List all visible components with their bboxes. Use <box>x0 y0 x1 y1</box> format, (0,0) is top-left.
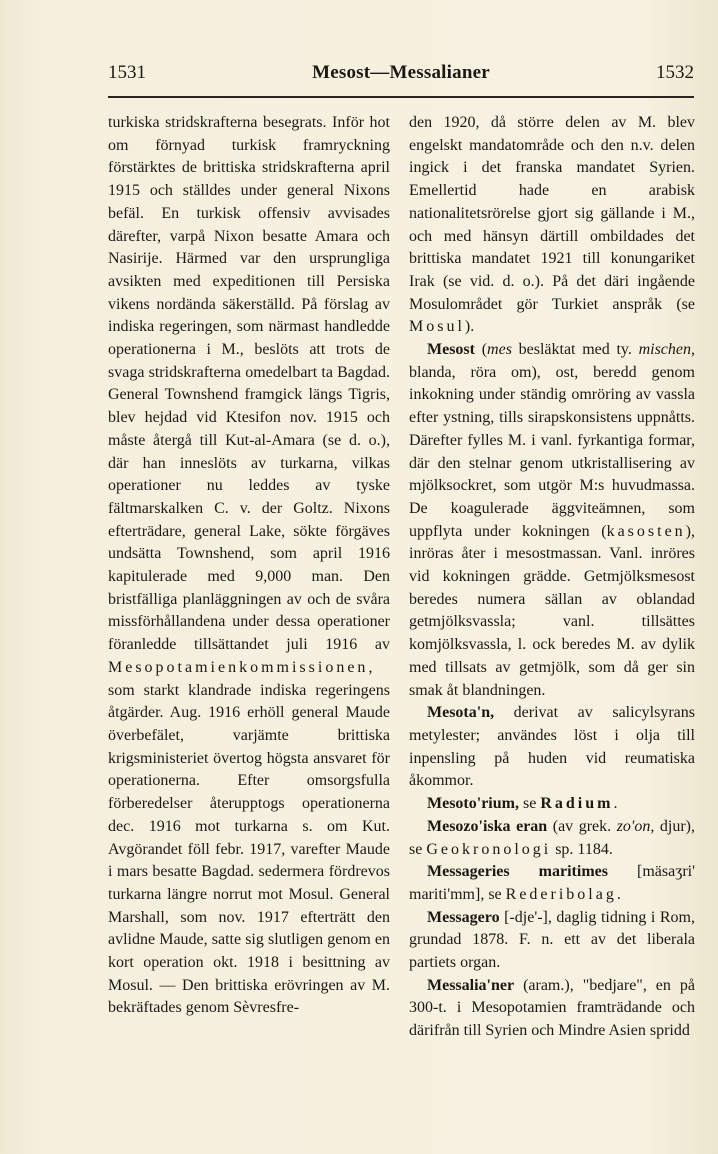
entry-text: ( <box>474 341 488 359</box>
entry-text: ), inröras åter i mesostmassan. Vanl. inröres vid kokningen grädde. Getmjölksmesost beredes numera sällan av oblandad getmjölksvassla; vanl. tillsättes komjölksvassla, l. ock beredes M. av dylik med tillsats av getmjölk, som då ger sin smak åt blandningen. <box>409 522 695 699</box>
entry-headword: Mesoto'rium, <box>427 795 519 813</box>
entry-text: Geokronologi <box>426 840 552 858</box>
entry-headword: Mesozo'iska eran <box>427 817 548 835</box>
entry-headword: Messagero <box>427 908 500 926</box>
page-number-right: 1532 <box>656 62 694 83</box>
intro-end: ). <box>464 318 475 336</box>
dictionary-entry <box>409 339 695 702</box>
entry-headword: Mesota'n, <box>427 704 495 722</box>
entry-text: mischen, <box>638 341 696 359</box>
entry-text: Radium <box>540 795 614 813</box>
entry-text: se <box>518 795 541 813</box>
entry-list <box>409 339 695 1043</box>
entry-text: blanda, röra om), ost, beredd genom inkokning under ständig omröring av vassla efter ystning, tills sirapskonsistens uppnåtts. Därefter fylles M. i vanl. fyrkantiga formar, där den stelnar genom utkristallisering av mjölksockret, som utgör M:s huvudmassa. De koagulerade äggviteämnen, som uppflyta under kokningen ( <box>409 363 695 540</box>
right-column <box>409 112 695 1043</box>
entry-text: besläktat med ty. <box>511 341 639 359</box>
page-number-left: 1531 <box>108 62 146 83</box>
entry-text: (aram.), "bedjare", en på 300-t. i Mesopotamien framträdande och därifrån till Syrien och Mindre Asien spridd <box>409 976 695 1040</box>
entry-text: derivat av salicylsyrans metylester; användes löst i olja till inpensling på huden vid reumatiska åkommor. <box>409 704 695 790</box>
right-column-intro <box>409 112 695 339</box>
dictionary-entry <box>409 861 695 906</box>
entry-headword: Mesost <box>427 341 475 359</box>
left-column <box>108 112 390 1020</box>
entry-text: . <box>616 885 621 903</box>
entry-text: djur), se <box>409 817 696 858</box>
dictionary-entry <box>409 702 695 793</box>
intro-reference: Mosul <box>409 318 465 336</box>
entry-text: kasosten <box>606 522 686 540</box>
dictionary-entry <box>409 907 695 975</box>
intro-text: den 1920, då större delen av M. blev engelskt mandatområde och den n.v. delen ingick i det franska mandatet Syrien. Emellertid hade en arabisk nationalitetsrörelse gjort sig gällande i M., och med hänsyn därtill ombildades det brittiska mandatet 1921 till konungariket Irak (se vid. d. o.). På det däri ingående Mosulområdet gör Turkiet anspråk (se <box>409 114 695 313</box>
dictionary-entry <box>409 816 695 861</box>
entry-headword: Messalia'ner <box>427 976 515 994</box>
header-rule <box>108 96 694 98</box>
entry-text: [mäsaʒri' mariti'mm], se <box>409 863 695 903</box>
spaced-term: Mesopotamienkommissionen <box>108 658 369 676</box>
entry-text: (av grek. <box>547 817 617 835</box>
dictionary-entry <box>409 793 695 816</box>
page-header <box>108 62 694 92</box>
entry-text: [-dje'-], daglig tidning i Rom, grundad 1878. F. n. ett av det liberala partiets organ. <box>409 908 695 972</box>
entry-headword: Messageries maritimes <box>427 863 608 881</box>
entry-text: . <box>613 795 618 813</box>
left-column-text: turkiska stridskrafterna besegrats. Inför hot om förnyad turkisk framryckning förstärktes de brittiska stridskrafterna april 1915 och ställdes under general Nixons befäl. En turkisk offensiv avvisades därefter, varpå Nixon besatte Amara och Nasirije. Härmed var den ursprungliga avsikten med expeditionen till Persiska vikens nordända säkerställd. På förslag av indiska regeringen, som närmast handledde operationerna i M., beslöts att trots de svaga stridskrafterna omedelbart ta Bagdad. General Townshend framgick längs Tigris, blev hejdad vid Ktesifon nov. 1915 och måste återgå till Kut-al-Amara (se d. o.), där han inneslöts av turkarna, vilkas operationer nu leddes av tyske fältmarskalken C. v. der Goltz. Nixons efterträdare, general Lake, sökte förgäves undsätta Townshend, som april 1916 kapitulerade med 9,000 man. Den bristfälliga planläggningen av och de svåra missförhållandena under dessa operationer föranledde tillsättandet juli 1916 av <box>108 114 390 654</box>
entry-text: sp. 1184. <box>551 840 613 858</box>
entry-text: Rederibolag <box>505 885 617 903</box>
entry-text: mes <box>487 341 512 359</box>
running-title: Mesost—Messalianer <box>312 62 490 83</box>
entry-text: zo'on, <box>616 817 655 835</box>
left-column-paragraph <box>108 112 390 1020</box>
dictionary-entry <box>409 975 695 1043</box>
left-column-text-2: , som starkt klandrade indiska regeringens åtgärder. Aug. 1916 erhöll general Maude överbefälet, varjämte brittiska krigsministeriet övertog högsta ansvaret för operationerna. Efter omsorgsfulla förberedelser återupptogs operationerna dec. 1916 mot turkarna s. om Kut. Avgörandet föll febr. 1917, varefter Maude i mars besatte Bagdad. sedermera fördrevos turkarna längre norrut mot Mosul. General Marshall, som nov. 1917 efterträtt den avlidne Maude, satte sig slutligen genom en kort operation okt. 1918 i besittning av Mosul. — Den brittiska erövringen av M. bekräftades genom Sèvresfre- <box>108 658 390 1017</box>
